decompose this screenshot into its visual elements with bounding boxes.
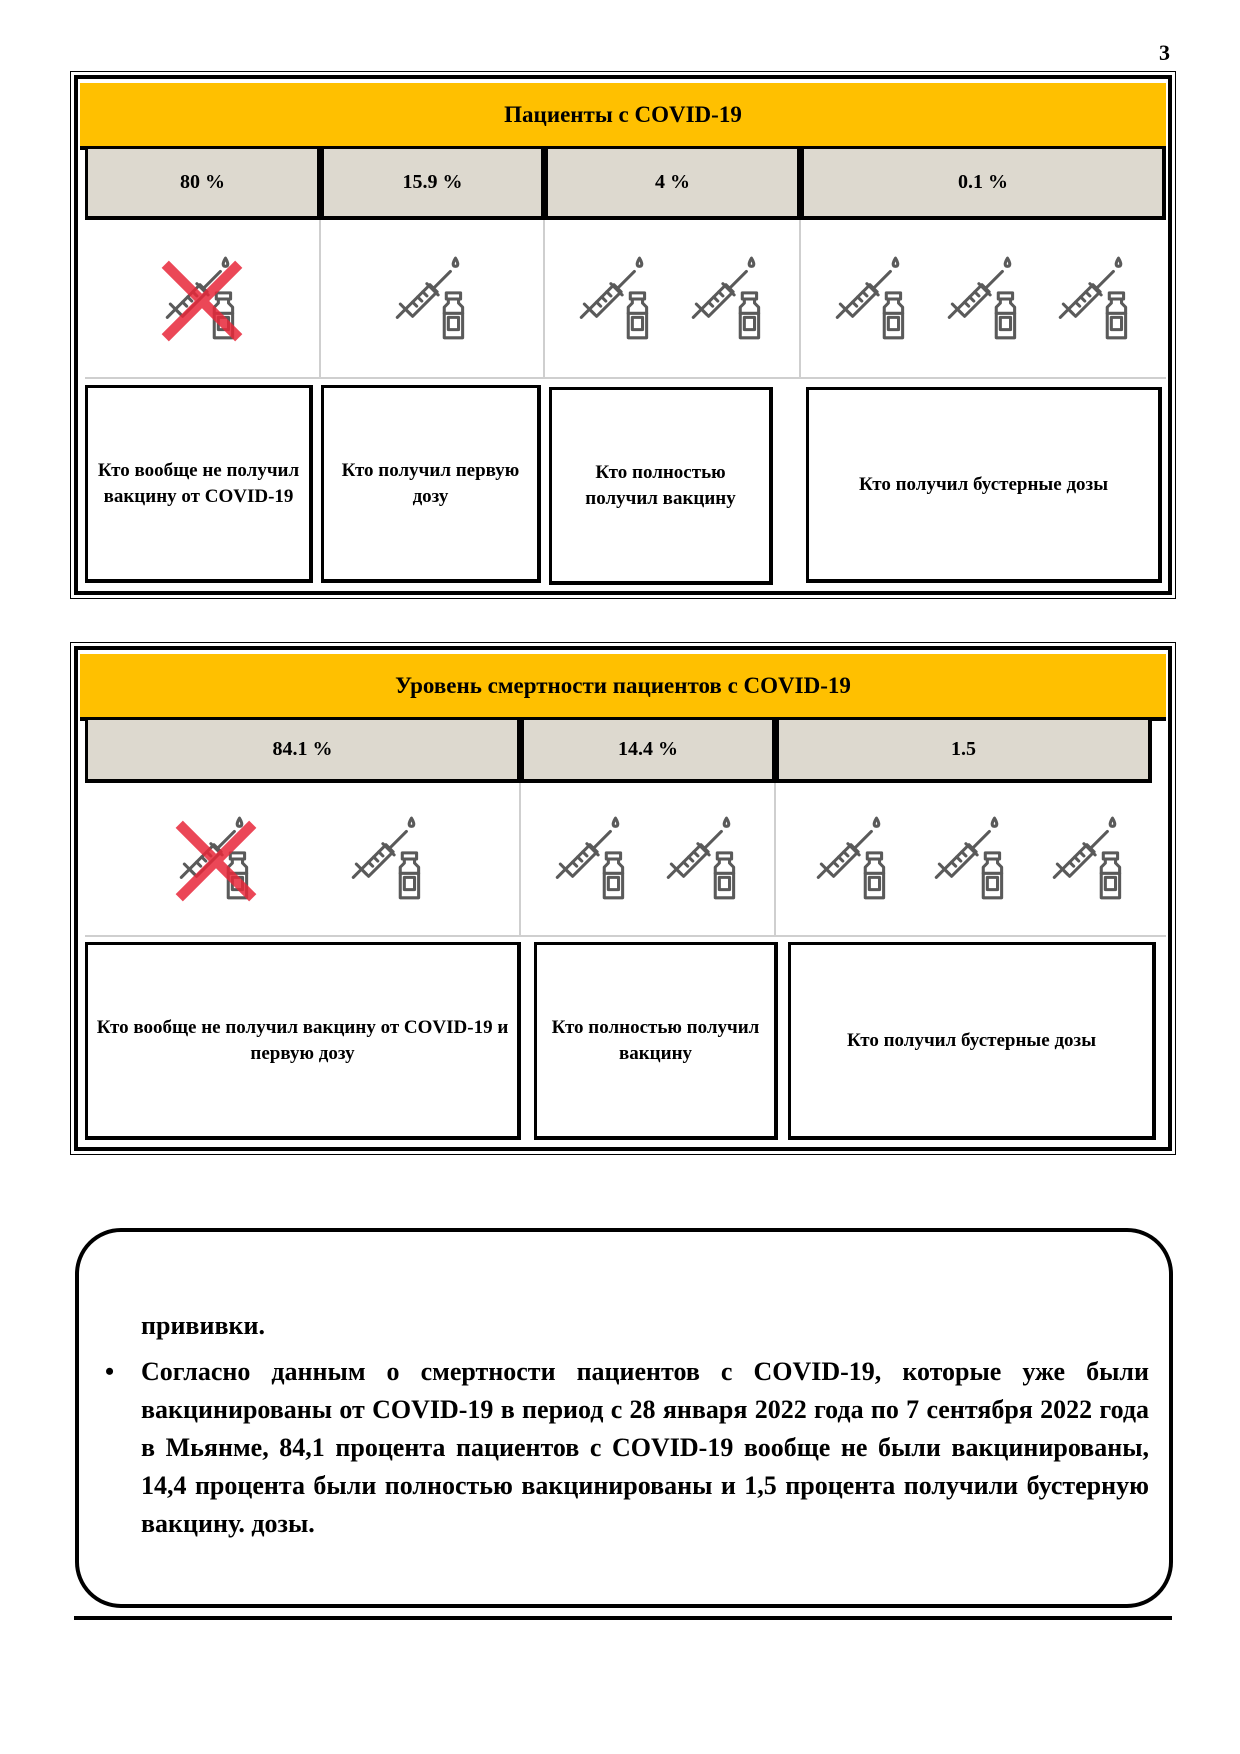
percent-cell: 1.5 xyxy=(776,717,1152,783)
footer-rule xyxy=(74,1616,1172,1620)
panel-title: Уровень смертности пациентов с COVID-19 xyxy=(80,654,1166,721)
crossed-syringe-icon xyxy=(161,250,243,348)
icon-cell xyxy=(521,783,776,937)
syringe-vial-icon xyxy=(575,250,657,348)
bullet-paragraph xyxy=(105,1353,1149,1543)
syringe-vial-icon xyxy=(812,810,894,908)
syringe-vial-icon xyxy=(391,250,473,348)
percent-cell: 0.1 % xyxy=(801,146,1166,220)
panel-title: Пациенты с COVID-19 xyxy=(80,83,1166,150)
syringe-vial-icon xyxy=(943,250,1025,348)
syringe-vial-icon xyxy=(687,250,769,348)
percent-cell: 14.4 % xyxy=(521,717,776,783)
group-label: Кто вообще не получил вакцину от COVID-19 xyxy=(85,385,313,583)
patients-panel xyxy=(74,75,1172,595)
summary-note-box xyxy=(75,1228,1173,1608)
bullet-text: Согласно данным о смертности пациентов с COVID-19, которые уже были вакцинированы от COVID-19 в период с 28 января 2022 года по 7 сентября 2022 года в Мьянме, 84,1 процента пациентов с COVID-19 вообще не были вакцинированы, 14,4 процента были полностью вакцинированы и 1,5 процента получили бустерную вакцину. дозы. xyxy=(141,1357,1149,1538)
group-label: Кто получил первую дозу xyxy=(321,385,541,583)
syringe-vial-icon xyxy=(1054,250,1136,348)
percent-cell: 4 % xyxy=(545,146,801,220)
icon-cell xyxy=(85,220,321,379)
group-label: Кто получил бустерные дозы xyxy=(806,387,1162,583)
syringe-vial-icon xyxy=(347,810,429,908)
percent-cell: 15.9 % xyxy=(321,146,545,220)
percent-cell: 84.1 % xyxy=(85,717,521,783)
syringe-vial-icon xyxy=(831,250,913,348)
group-label: Кто полностью получил вакцину xyxy=(534,942,778,1140)
bullet-marker: • xyxy=(105,1357,115,1386)
syringe-vial-icon xyxy=(551,810,633,908)
icon-cell xyxy=(545,220,801,379)
group-label: Кто вообще не получил вакцину от COVID-19 и первую дозу xyxy=(85,942,521,1140)
icon-cell xyxy=(776,783,1166,937)
page-number: 3 xyxy=(1159,40,1170,65)
mortality-panel xyxy=(74,646,1172,1151)
icon-cell xyxy=(801,220,1166,379)
icon-cell xyxy=(85,783,521,937)
summary-text xyxy=(105,1307,1149,1543)
percent-cell: 80 % xyxy=(85,146,321,220)
group-label: Кто получил бустерные дозы xyxy=(788,942,1156,1140)
crossed-syringe-icon xyxy=(175,810,257,908)
continuation-text: прививки. xyxy=(141,1311,265,1340)
group-label: Кто полностью получил вакцину xyxy=(549,387,773,585)
syringe-vial-icon xyxy=(1048,810,1130,908)
syringe-vial-icon xyxy=(662,810,744,908)
icon-cell xyxy=(321,220,545,379)
syringe-vial-icon xyxy=(930,810,1012,908)
